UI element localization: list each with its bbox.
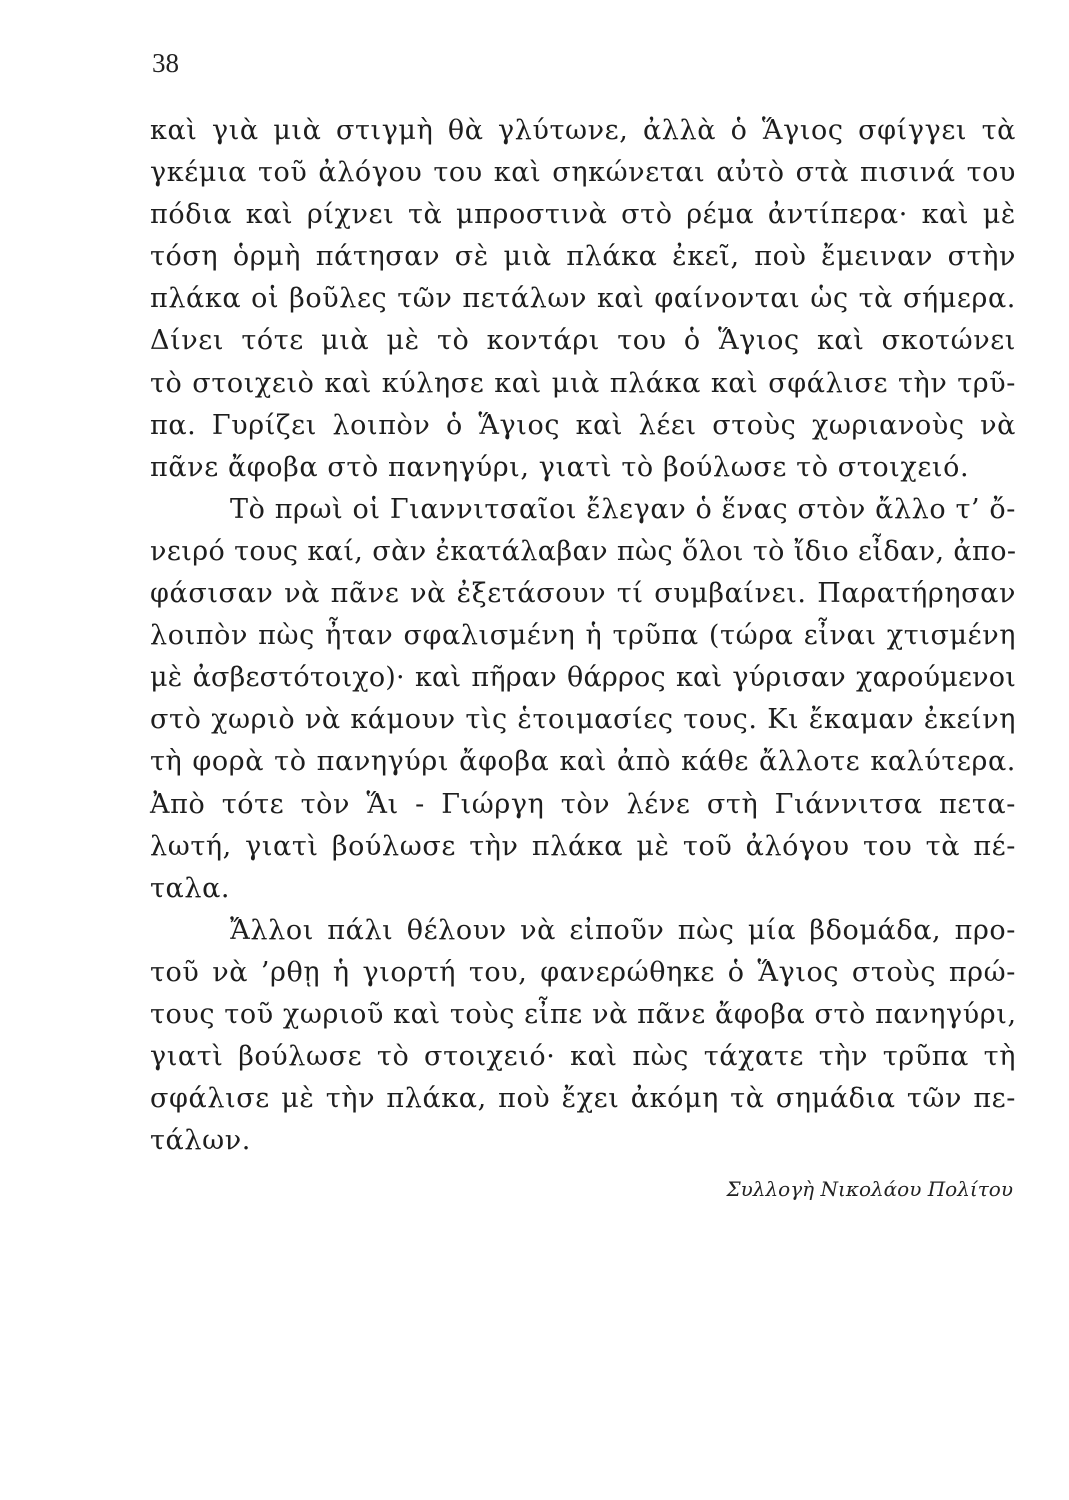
text-line: φάσισαν νὰ πᾶνε νὰ ἐξετάσουν τί συμβαίνει. Παρατήρησαν [150, 578, 1016, 610]
text-line: πᾶνε ἄφοβα στὸ πανηγύρι, γιατὶ τὸ βούλωσε τὸ στοιχειό. [150, 451, 970, 483]
text-line: νειρό τους καί, σὰν ἐκατάλαβαν πὼς ὅλοι τὸ ἴδιο εἶδαν, ἀπο- [150, 535, 1017, 567]
text-line: τάλων. [150, 1125, 251, 1157]
text-line: καὶ γιὰ μιὰ στιγμὴ θὰ γλύτωνε, ἀλλὰ ὁ Ἅγιος σφίγγει τὰ [150, 115, 1016, 146]
text-line: τὴ φορὰ τὸ πανηγύρι ἄφοβα καὶ ἀπὸ κάθε ἄλλοτε καλύτερα. [150, 746, 1016, 778]
text-line: λοιπὸν πὼς ἦταν σφαλισμένη ἡ τρῦπα (τώρα εἶναι χτισμένη [150, 620, 1016, 652]
text-line: μὲ ἀσβεστότοιχο)· καὶ πῆραν θάρρος καὶ γύρισαν χαρούμενοι [150, 662, 1016, 694]
text-line: πόδια καὶ ρίχνει τὰ μπροστινὰ στὸ ρέμα ἀντίπερα· καὶ μὲ [150, 199, 1016, 231]
page-number: 38 [152, 48, 179, 78]
text-line: τους τοῦ χωριοῦ καὶ τοὺς εἶπε νὰ πᾶνε ἄφοβα στὸ πανηγύρι, [150, 998, 1017, 1030]
text-line: Ἄλλοι πάλι θέλουν νὰ εἰποῦν πὼς μία βδομάδα, προ- [230, 914, 1016, 946]
paragraph-3 [150, 910, 1016, 1163]
text-line: στὸ χωριὸ νὰ κάμουν τὶς ἑτοιμασίες τους. Κι ἔκαμαν ἐκείνη [150, 704, 1016, 736]
source-attribution: Συλλογὴ Νικολάου Πολίτου [726, 1177, 1013, 1201]
text-line: λωτή, γιατὶ βούλωσε τὴν πλάκα μὲ τοῦ ἀλόγου του τὰ πέ- [150, 830, 1016, 862]
text-line: τὸ στοιχειὸ καὶ κύλησε καὶ μιὰ πλάκα καὶ σφάλισε τὴν τρῦ- [150, 367, 1016, 399]
paragraph-2 [150, 489, 1016, 910]
text-line: Δίνει τότε μιὰ μὲ τὸ κοντάρι του ὁ Ἅγιος καὶ σκοτώνει [150, 325, 1016, 357]
text-line: Ἀπὸ τότε τὸν Ἅι - Γιώργη τὸν λένε στὴ Γιάννιτσα πετα- [150, 788, 1016, 820]
text-line: ταλα. [150, 872, 231, 904]
body-text [150, 110, 1016, 1162]
text-line: γκέμια τοῦ ἀλόγου του καὶ σηκώνεται αὐτὸ στὰ πισινά του [150, 157, 1016, 189]
paragraph-1 [150, 110, 1016, 489]
text-line: τόση ὁρμὴ πάτησαν σὲ μιὰ πλάκα ἐκεῖ, ποὺ ἔμειναν στὴν [150, 241, 1016, 273]
text-line: πλάκα οἱ βοῦλες τῶν πετάλων καὶ φαίνονται ὡς τὰ σήμερα. [150, 283, 1016, 315]
text-line: γιατὶ βούλωσε τὸ στοιχειό· καὶ πὼς τάχατε τὴν τρῦπα τὴ [150, 1041, 1016, 1073]
text-line: Τὸ πρωὶ οἱ Γιαννιτσαῖοι ἔλεγαν ὁ ἕνας στὸν ἄλλο τ’ ὄ- [230, 493, 1016, 525]
text-line: τοῦ νὰ ’ρθῃ ἡ γιορτή του, φανερώθηκε ὁ Ἅγιος στοὺς πρώ- [150, 956, 1016, 988]
text-line: σφάλισε μὲ τὴν πλάκα, ποὺ ἔχει ἀκόμη τὰ σημάδια τῶν πε- [150, 1083, 1016, 1115]
text-line: πα. Γυρίζει λοιπὸν ὁ Ἅγιος καὶ λέει στοὺς χωριανοὺς νὰ [150, 409, 1016, 441]
